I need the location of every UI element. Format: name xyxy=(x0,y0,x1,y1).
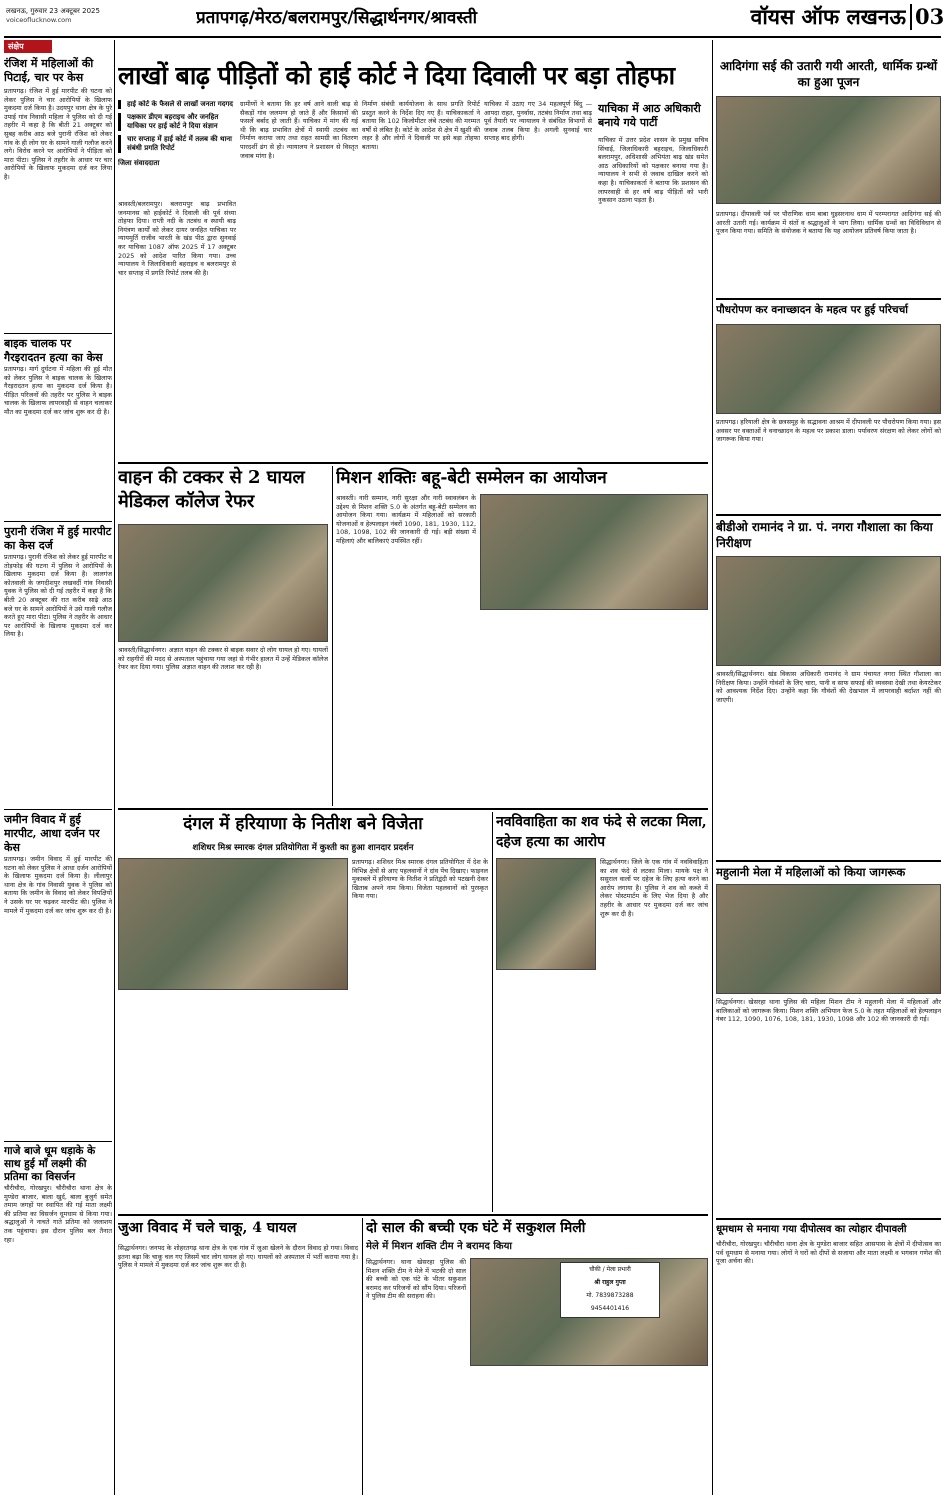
column-rule xyxy=(712,40,713,1495)
column-rule xyxy=(362,1218,363,1495)
jua-body: सिद्धार्थनगर। जनपद के शोहरतगढ़ थाना क्षेत्र के एक गांव में जुआ खेलने के दौरान विवाद हो गया। विवाद इतना बढ़ा कि चाकू चल गए जिसमें चार लोग घायल हो गए। घायलों को अस्पताल में भर्ती कराया गया है। पुलिस ने मामले में मुकदमा दर्ज कर जांच शुरू कर दी है। xyxy=(118,1244,358,1270)
brief-3-headline: पुरानी रंजिश में हुई मारपीट का केस दर्ज xyxy=(4,521,112,553)
column-rule xyxy=(114,40,115,1495)
brief-1-headline: रंजिश में महिलाओं की पिटाई, चार पर केस xyxy=(4,57,94,84)
aarti-headline: आदिगंगा सई की उतारी गयी आरती, धार्मिक ग्रन्थों का हुआ पूजन xyxy=(719,59,938,89)
plants-headline: पौधरोपण कर वनाच्छादन के महत्व पर हुई परिचर्चा xyxy=(716,298,941,317)
column-rule xyxy=(332,466,333,806)
officers-body: याचिका में उत्तर प्रदेश शासन के प्रमुख सचिव सिंचाई, जिलाधिकारी बहराइच, जिलाधिकारी बलरामपुर, अधिशासी अभियंता बाढ़ खंड समेत आठ अधिकारियों को पक्षकार बनाया गया है। न्यायालय ने सभी से जवाब दाखिल करने को कहा है। याचिकाकर्ता ने बताया कि प्रशासन की लापरवाही से हर वर्ष बाढ़ पीड़ितों को भारी नुकसान उठाना पड़ता है। xyxy=(598,136,708,205)
accident-headline: वाहन की टक्कर से 2 घायल मेडिकल कॉलेज रेफर xyxy=(118,467,305,512)
brief-3-body: प्रतापगढ़। पुरानी रंजिश को लेकर हुई मारपीट व तोड़फोड़ की घटना में पुलिस ने आरोपियों के खिलाफ मुकदमा दर्ज किया है। लालगंज कोतवाली के जगदीशपुर लखवर्दी गांव निवासी युवक ने पुलिस को दी गई तहरीर में कहा है कि बीती 20 अक्टूबर की रात करीब साढ़े आठ बजे घर के सामने आरोपियों ने उसे गाली गलौज करते हुए मारा पीटा। पुलिस ने तहरीर के आधार पर आरोपियों के खिलाफ मुकदमा दर्ज कर लिया है। xyxy=(4,553,112,639)
brief-label: संक्षेप xyxy=(4,40,52,53)
mela-photo xyxy=(716,884,941,994)
brief-column xyxy=(4,40,112,1495)
brief-5-body: चौरीचौरा, गोरखपुर। चौरीचौरा थाना क्षेत्र के मुण्डेरा बाजार, बाला खुर्द, बाला बुजुर्ग समेत तमाम जगहों पर स्थापित की गई माता लक्ष्मी की प्रतिमा का विसर्जन धूमधाम से किया गया। श्रद्धालुओं ने नाचते गाते प्रतिमा को जलाशय तक पहुंचाया। इस दौरान पुलिस बल तैनात रहा। xyxy=(4,1184,112,1244)
brief-5-headline: गाजे बाजे धूम धड़ाके के साथ हुई माँ लक्ष्मी की प्रतिमा का विसर्जन xyxy=(4,1141,112,1184)
lead-headline: लाखों बाढ़ पीड़ितों को हाई कोर्ट ने दिया दिवाली पर बड़ा तोहफा xyxy=(118,61,675,90)
brief-4-headline: जमीन विवाद में हुई मारपीट, आधा दर्जन पर केस xyxy=(4,809,112,855)
lead-body-1: श्रावस्ती/बलरामपुर। बलरामपुर बाढ़ प्रभावित जनमानस को हाईकोर्ट ने दिवाली की पूर्व संध्या तोहफा दिया। राप्ती नदी के तटबंध व स्थायी बाढ़ नियंत्रण कार्यों को लेकर दायर जनहित याचिका पर न्यायमूर्ति राजीव भारती के खंड पीठ द्वारा सुनवाई कर याचिका 1087 ऑफ 2025 में 17 अक्टूबर 2025 को आदेश पारित किया गया। उच्च न्यायालय ने जिलाधिकारी बहराइच व बलरामपुर से चार सप्ताह में प्रगति रिपोर्ट तलब की है। xyxy=(118,200,236,277)
aarti-photo xyxy=(716,96,941,204)
child-headline: दो साल की बच्ची एक घंटे में सकुशल मिली xyxy=(366,1220,586,1236)
lead-bullet: चार सप्ताह में हाई कोर्ट में तलब की थाना संबंधी प्रगति रिपोर्ट xyxy=(118,135,236,153)
signboard-line: श्री राहुल गुप्ता xyxy=(594,1279,626,1286)
deepotsav-body: चौरीचौरा, गोरखपुर। चौरीचौरा थाना क्षेत्र के मुण्डेरा बाजार सहित आसपास के क्षेत्रों में दीपोत्सव का पर्व धूमधाम से मनाया गया। लोगों ने घरों को दीपों से सजाया और माता लक्ष्मी व भगवान गणेश की पूजा अर्चना की। xyxy=(716,1240,941,1266)
page-number: 03 xyxy=(910,4,944,30)
lead-bureau: जिला संवाददाता xyxy=(118,159,160,167)
dangal-photo xyxy=(118,858,348,990)
brief-2-headline: बाइक चालक पर गैरइरादतन हत्या का केस xyxy=(4,333,112,365)
lead-body-4: याचिका में उठाए गए 34 महत्वपूर्ण बिंदु — आपदा राहत, पुनर्वास, तटबंध निर्माण तथा बाढ़ पूर्व तैयारी पर न्यायालय ने संबंधित विभागों से जवाब तलब किया है। अगली सुनवाई चार सप्ताह बाद होगी। xyxy=(484,100,592,143)
aarti-body: प्रतापगढ़। दीपावली पर्व पर पौराणिक धाम बाबा घुइसरनाथ धाम में परम्परागत आदिगंगा सई की आरती उतारी गई। कार्यक्रम में संतों व श्रद्धालुओं ने भाग लिया। धार्मिक ग्रन्थों का विधिविधान से पूजन किया गया। समिति के संयोजक ने बताया कि यह आयोजन प्रतिवर्ष किया जाता है। xyxy=(716,210,941,236)
dowry-headline: नवविवाहिता का शव फंदे से लटका मिला, दहेज हत्या का आरोप xyxy=(496,814,707,850)
dangal-headline: दंगल में हरियाणा के नितीश बने विजेता xyxy=(183,814,423,834)
dowry-body: सिद्धार्थनगर। जिले के एक गांव में नवविवाहिता का शव फंदे से लटका मिला। मायके पक्ष ने ससुराल वालों पर दहेज के लिए हत्या करने का आरोप लगाया है। पुलिस ने शव को कब्जे में लेकर पोस्टमार्टम के लिए भेज दिया है और तहरीर के आधार पर मुकदमा दर्ज कर जांच शुरू कर दी है। xyxy=(600,858,708,918)
bdo-body: श्रावस्ती/सिद्धार्थनगर। खंड विकास अधिकारी रामानंद ने ग्राम पंचायत नगरा स्थित गौशाला का निरीक्षण किया। उन्होंने गोवंशों के लिए चारा, पानी व साफ सफाई की व्यवस्था देखी तथा केयरटेकर को आवश्यक निर्देश दिए। उन्होंने कहा कि गौवंशों की देखभाल में लापरवाही बर्दाश्त नहीं की जाएगी। xyxy=(716,670,941,704)
mission-body: श्रावस्ती। नारी सम्मान, नारी सुरक्षा और नारी स्वावलंबन के उद्देश्य से मिशन शक्ति 5.0 के अंतर्गत बहू-बेटी सम्मेलन का आयोजन किया गया। कार्यक्रम में महिलाओं को सरकारी योजनाओं व हेल्पलाइन नंबरों 1090, 181, 1930, 112, 108, 1098, 102 की जानकारी दी गई। बड़ी संख्या में महिलाएं और बालिकाएं उपस्थित रहीं। xyxy=(336,494,476,545)
masthead-rule xyxy=(4,36,941,38)
bdo-photo xyxy=(716,556,941,666)
lead-body-2: ग्रामीणों ने बताया कि हर वर्ष आने वाली बाढ़ से सैकड़ों गांव जलमग्न हो जाते हैं और किसानों की फसलें बर्बाद हो जाती हैं। याचिका में मांग की गई थी कि बाढ़ प्रभावित क्षेत्रों में स्थायी तटबंध का निर्माण कराया जाए तथा राहत सामग्री का वितरण पारदर्शी ढंग से हो। न्यायालय ने प्रशासन से विस्तृत जवाब मांगा है। xyxy=(240,100,358,160)
dangal-subhead: शशिधर मिश्र स्मारक दंगल प्रतियोगिता में कुश्ती का हुआ शानदार प्रदर्शन xyxy=(192,843,414,853)
plants-body: प्रतापगढ़। हरियाली क्षेत्र के छत्रसमूह के सद्भावना आश्रम में दीपावली पर पौधरोपण किया गया। इस अवसर पर वक्ताओं ने वनाच्छादन के महत्व पर प्रकाश डाला। पर्यावरण संरक्षण को लेकर लोगों को जागरूक किया गया। xyxy=(716,418,941,444)
section-rule xyxy=(118,1214,708,1216)
signboard-line: चौकी / मेला प्रभारी xyxy=(589,1266,631,1273)
deepotsav-headline: धूमधाम से मनाया गया दीपोत्सव का त्योहार दीपावली xyxy=(716,1218,941,1236)
masthead-site[interactable]: voiceoflucknow.com xyxy=(6,16,72,24)
lead-bullet: हाई कोर्ट के फैसले से लाखों जनता गदगद xyxy=(118,100,236,109)
section-rule xyxy=(118,808,708,810)
section-rule xyxy=(118,462,708,464)
plants-photo xyxy=(716,324,941,414)
mela-body: सिद्धार्थनगर। खेसरहा थाना पुलिस की महिला मिशन टीम ने महुलानी मेला में महिलाओं और बालिकाओं को जागरूक किया। मिशन शक्ति अभियान फेज 5.0 के तहत महिलाओं को हेल्पलाइन नंबर 112, 1090, 1076, 108, 181, 1930, 1098 और 102 की जानकारी दी गई। xyxy=(716,998,941,1024)
lead-bullets xyxy=(118,100,236,168)
brief-4-body: प्रतापगढ़। जमीन विवाद में हुई मारपीट की घटना को लेकर पुलिस ने आधा दर्जन आरोपियों के खिलाफ मुकदमा दर्ज किया है। लीलापुर थाना क्षेत्र के गांव निवासी युवक ने पुलिस को बताया कि जमीन के विवाद को लेकर विपक्षियों ने उसके घर पर चढ़कर मारपीट की। पुलिस ने मामले में मुकदमा दर्ज कर जांच शुरू कर दी है। xyxy=(4,855,112,915)
masthead-date: लखनऊ, गुरुवार 23 अक्टूबर 2025 xyxy=(6,7,100,15)
child-body: सिद्धार्थनगर। थाना खेसरहा पुलिस की मिशन शक्ति टीम ने मेले में भटकी दो साल की बच्ची को एक घंटे के भीतर सकुशल बरामद कर परिजनों को सौंप दिया। परिजनों ने पुलिस टीम की सराहना की। xyxy=(366,1258,466,1301)
mission-photo xyxy=(480,494,708,610)
mission-headline: मिशन शक्तिः बहू-बेटी सम्मेलन का आयोजन xyxy=(336,468,607,488)
lead-body-3: निर्माण संबंधी कार्ययोजना के साथ प्रगति रिपोर्ट प्रस्तुत करने के निर्देश दिए गए हैं। याचिकाकर्ता ने बताया कि 102 किलोमीटर लंबे तटबंध की मरम्मत वर्षों से लंबित है। कोर्ट के आदेश से क्षेत्र में खुशी की लहर है और लोगों ने दिवाली पर इसे बड़ा तोहफा बताया। xyxy=(362,100,480,151)
column-rule xyxy=(492,812,493,1212)
child-body-2 xyxy=(470,1370,708,1494)
masthead xyxy=(0,0,945,40)
brief-1-body: प्रतापगढ़। रंजिश में हुई मारपीट की घटना को लेकर पुलिस ने चार आरोपियों के खिलाफ मुकदमा दर्ज किया है। उदयपुर थाना क्षेत्र के पुरे उपाई गांव निवासी महिला ने पुलिस को दी गई तहरीर में कहा है कि बीती 21 अक्टूबर को सुबह करीब आठ बजे पुरानी रंजिश को लेकर गांव के ही लोग घर के सामने गाली गलौज करने लगे। विरोध करने पर आरोपियों ने पीड़िता को मारा पीटा। पुलिस ने तहरीर के आधार पर चार आरोपियों के खिलाफ मुकदमा दर्ज कर लिया है। xyxy=(4,87,112,181)
child-signboard xyxy=(560,1262,660,1318)
signboard-line: मो. 7839873288 xyxy=(586,1292,634,1299)
lead-bullet: पक्षकार डीएम बहराइच और जनहित याचिका पर हाई कोर्ट ने दिया संज्ञान xyxy=(118,113,236,131)
child-subhead: मेले में मिशन शक्ति टीम ने बरामद किया xyxy=(366,1241,512,1252)
accident-body: श्रावस्ती/सिद्धार्थनगर। अज्ञात वाहन की टक्कर से बाइक सवार दो लोग घायल हो गए। घायलों को राहगीरों की मदद से अस्पताल पहुंचाया गया जहां से गंभीर हालत में उन्हें मेडिकल कॉलेज रेफर कर दिया गया। पुलिस अज्ञात वाहन की तलाश कर रही है। xyxy=(118,646,328,672)
jua-headline: जुआ विवाद में चले चाकू, 4 घायल xyxy=(118,1220,297,1236)
bdo-headline: बीडीओ रामानंद ने ग्रा. पं. नगरा गौशाला का किया निरीक्षण xyxy=(716,514,941,551)
signboard-line: 9454401416 xyxy=(590,1305,630,1312)
accident-photo xyxy=(118,524,328,642)
officers-headline: याचिका में आठ अधिकारी बनाये गये पार्टी xyxy=(598,102,701,129)
dowry-photo xyxy=(496,858,596,970)
masthead-paper-name: वॉयस ऑफ लखनऊ xyxy=(750,4,906,29)
masthead-cities: प्रतापगढ़/मेरठ/बलरामपुर/सिद्धार्थनगर/श्रावस्ती xyxy=(196,8,478,28)
mela-headline: महुलानी मेला में महिलाओं को किया जागरूक xyxy=(716,860,941,880)
brief-2-body: प्रतापगढ़। मार्ग दुर्घटना में महिला की हुई मौत को लेकर पुलिस ने बाइक चालक के खिलाफ गैरइरादतन हत्या का मुकदमा दर्ज किया है। पीड़ित परिजनों की तहरीर पर पुलिस ने बाइक चालक के खिलाफ लापरवाही से वाहन चलाकर मौत का मुकदमा दर्ज कर जांच शुरू कर दी है। xyxy=(4,365,112,416)
dangal-body: प्रतापगढ़। शशिधर मिश्र स्मारक दंगल प्रतियोगिता में देश के विभिन्न क्षेत्रों से आए पहलवानों ने दांव पेंच दिखाए। फाइनल मुकाबले में हरियाणा के नितीश ने प्रतिद्वंदी को पटखनी देकर खिताब अपने नाम किया। विजेता पहलवानों को पुरस्कृत किया गया। xyxy=(352,858,488,901)
